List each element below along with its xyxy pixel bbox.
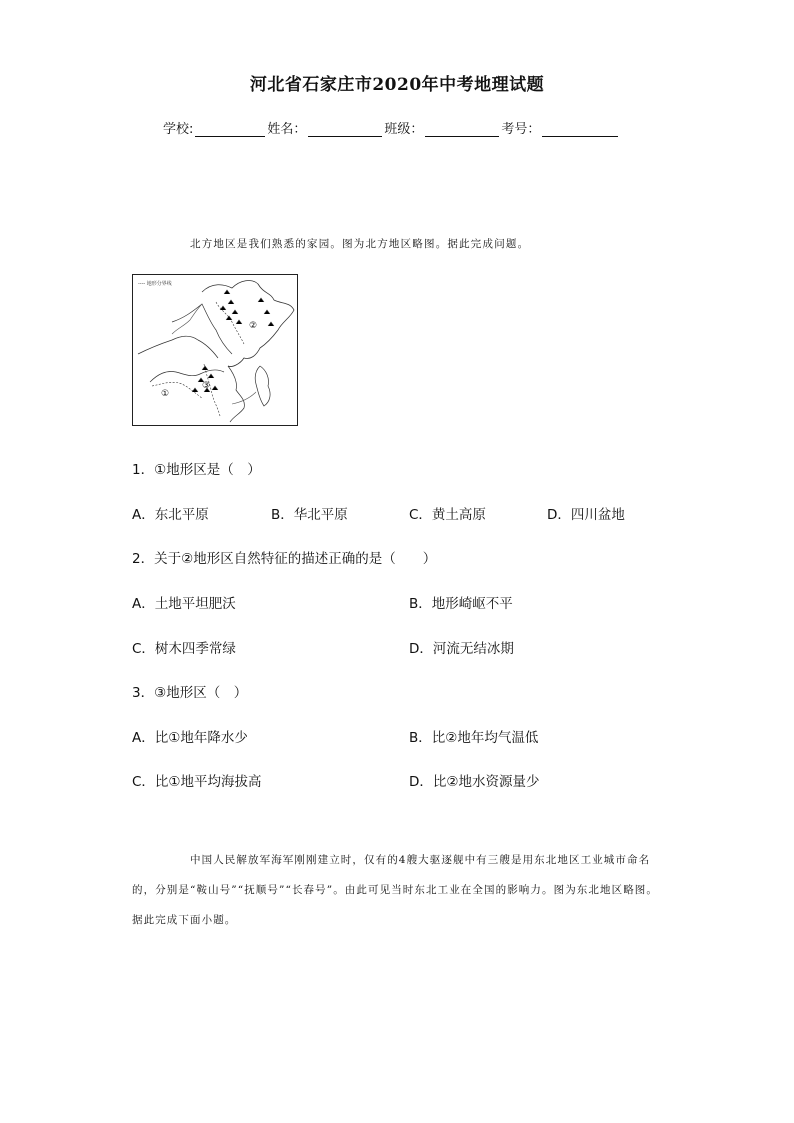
q2-option-d[interactable]: D．河流无结冰期 xyxy=(409,641,514,657)
class-blank xyxy=(425,122,499,137)
q2-option-b[interactable]: B．地形崎岖不平 xyxy=(409,596,513,612)
north-region-map xyxy=(132,274,298,426)
q3-option-a[interactable]: A．比①地年降水少 xyxy=(132,730,248,746)
name-label: 姓名： xyxy=(267,122,307,137)
school-label: 学校: xyxy=(163,122,194,137)
question-2-stem: 2．关于②地形区自然特征的描述正确的是（ ） xyxy=(132,551,437,567)
section1-intro: 北方地区是我们熟悉的家园。图为北方地区略图。据此完成问题。 xyxy=(190,238,530,250)
q2-option-c[interactable]: C．树木四季常绿 xyxy=(132,641,236,657)
number-label: 考号： xyxy=(501,122,541,137)
q1-option-b[interactable]: B．华北平原 xyxy=(271,507,348,523)
section2-paragraph: 中国人民解放军海军刚刚建立时，仅有的4艘大驱逐舰中有三艘是用东北地区工业城市命名的，分别是“鞍山号”“抚顺号”“长春号”。由此可见当时东北工业在全国的影响力。图为东北地区略图。据此完成下面小题。 xyxy=(132,854,659,926)
school-blank xyxy=(195,122,265,137)
page-title: 河北省石家庄市2020年中考地理试题 xyxy=(249,75,545,95)
q3-option-b[interactable]: B．比②地年均气温低 xyxy=(409,730,539,746)
map-marker-3: ③ xyxy=(202,381,211,391)
q3-option-c[interactable]: C．比①地平均海拔高 xyxy=(132,774,262,790)
q3-option-d[interactable]: D．比②地水资源量少 xyxy=(409,774,540,790)
q1-option-d[interactable]: D．四川盆地 xyxy=(547,507,625,523)
question-1-stem: 1．①地形区是（ ） xyxy=(132,462,261,478)
number-blank xyxy=(542,122,618,137)
map-marker-1: ① xyxy=(161,389,170,399)
class-label: 班级： xyxy=(384,122,424,137)
name-blank xyxy=(308,122,382,137)
q1-option-c[interactable]: C．黄土高原 xyxy=(409,507,486,523)
question-3-stem: 3．③地形区（ ） xyxy=(132,685,248,701)
map-legend: ---- 地形分界线 xyxy=(138,281,172,287)
student-info-line xyxy=(163,118,620,137)
q1-option-a[interactable]: A．东北平原 xyxy=(132,507,209,523)
q2-option-a[interactable]: A．土地平坦肥沃 xyxy=(132,596,236,612)
map-marker-2: ② xyxy=(249,321,258,331)
